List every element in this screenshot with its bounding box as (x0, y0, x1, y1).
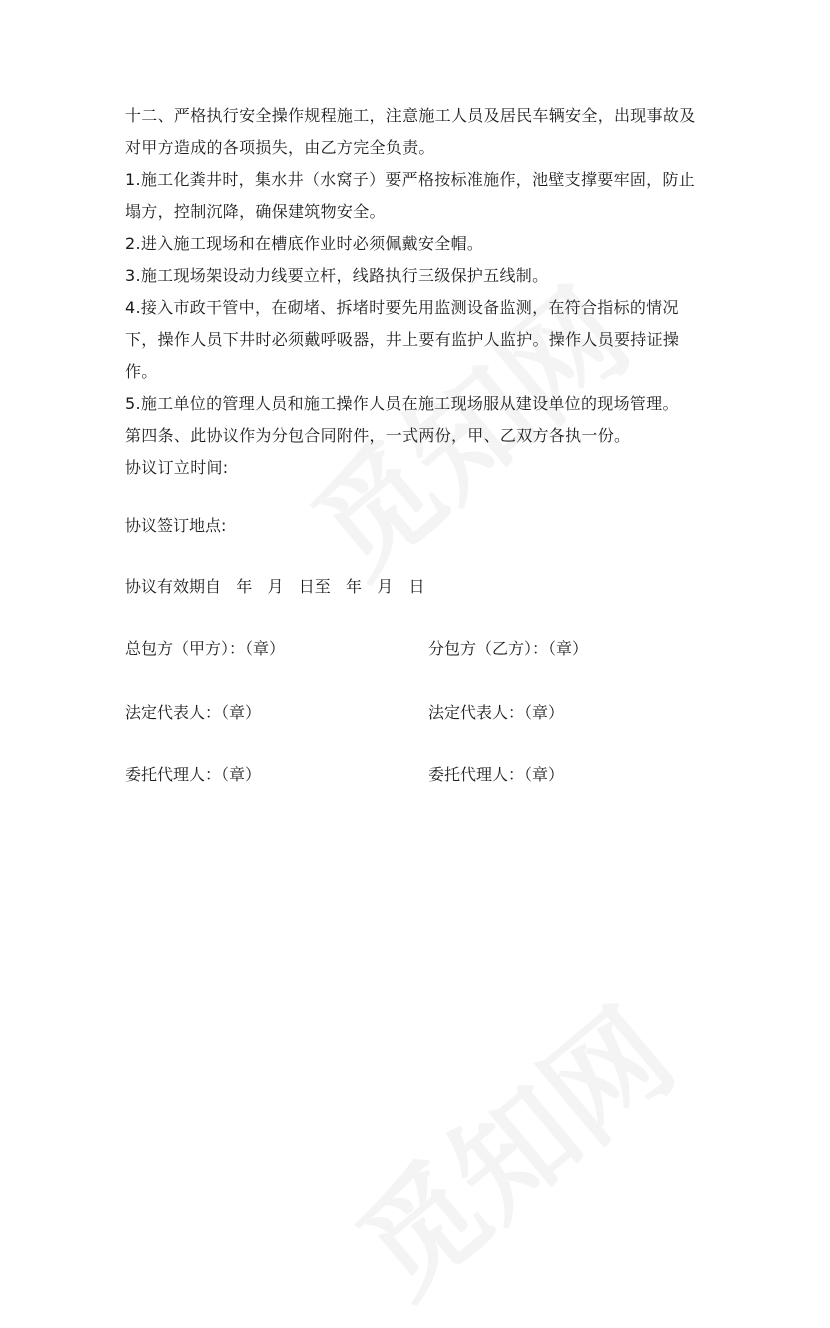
party-a-label: 总包方（甲方）：（章） (125, 639, 286, 658)
agent-a-label: 委托代理人：（章） (125, 765, 262, 784)
clause-12-item-3: 3.施工现场架设动力线要立杆，线路执行三级保护五线制。 (125, 266, 549, 285)
signing-place-label: 协议签订地点: (125, 516, 227, 535)
clause-12-item-2: 2.进入施工现场和在槽底作业时必须佩戴安全帽。 (125, 234, 484, 253)
agreement-date-label: 协议订立时间: (125, 458, 229, 477)
article-4: 第四条、此协议作为分包合同附件，一式两份，甲、乙双方各执一份。 (125, 426, 631, 445)
clause-12-item-1: 1.施工化粪井时，集水井（水窝子）要严格按标准施作，池壁支撑要牢固，防止塌方，控制沉降，确保建筑物安全。 (125, 170, 696, 221)
document-body (125, 100, 710, 484)
watermark (317, 964, 703, 1327)
clause-12-item-5: 5.施工单位的管理人员和施工操作人员在施工现场服从建设单位的现场管理。 (125, 394, 679, 413)
legal-rep-b-label: 法定代表人：（章） (428, 703, 565, 722)
clause-12-item-4: 4.接入市政干管中，在砌堵、拆堵时要先用监测设备监测，在符合指标的情况下，操作人员下井时必须戴呼吸器，井上要有监护人监护。操作人员要持证操作。 (125, 298, 680, 381)
party-b-label: 分包方（乙方）：（章） (428, 639, 589, 658)
validity-period: 协议有效期自 年 月 日至 年 月 日 (125, 577, 425, 596)
clause-12: 十二、严格执行安全操作规程施工，注意施工人员及居民车辆安全，出现事故及对甲方造成的各项损失，由乙方完全负责。 (125, 106, 696, 157)
agent-b-label: 委托代理人：（章） (428, 765, 565, 784)
legal-rep-a-label: 法定代表人：（章） (125, 703, 262, 722)
